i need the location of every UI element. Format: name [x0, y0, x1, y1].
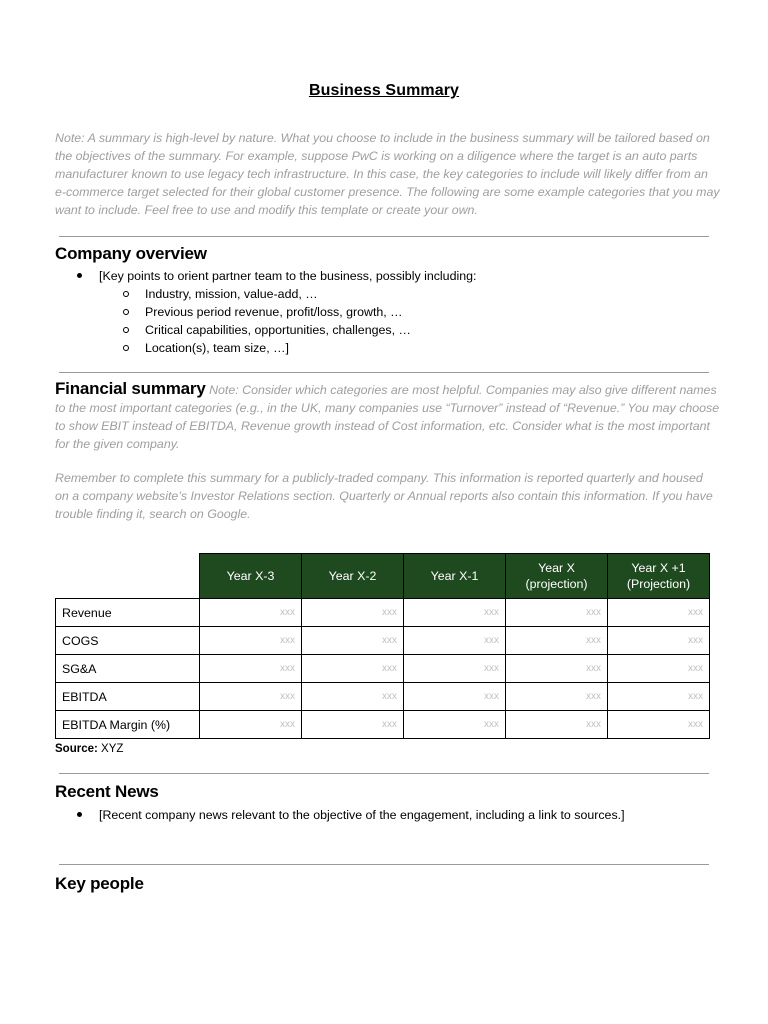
section-divider [59, 864, 709, 865]
company-overview-list [55, 267, 715, 357]
financial-summary-paragraph [55, 380, 720, 453]
intro-note: Note: A summary is high-level by nature. What you choose to include in the business summary will be tailored based on the objectives of the summary. For example, suppose PwC is working on a diligence where the target is an auto parts manufacturer known to use legacy tech infrastructure. In this case, the key categories to include will likely differ from an e-commerce target selected for their global customer presence. The following are some example categories that you may want to include. Feel free to use and modify this template or create your own. [55, 131, 720, 217]
row-label: EBITDA [56, 683, 200, 711]
recent-news-bullet: [Recent company news relevant to the objective of the engagement, including a link to sources.] [99, 808, 625, 822]
section-divider [59, 236, 709, 237]
table-cell: xxx [608, 711, 710, 739]
company-overview-heading: Company overview [55, 244, 207, 263]
row-label: COGS [56, 627, 200, 655]
table-cell: xxx [302, 627, 404, 655]
section-divider [59, 773, 709, 774]
sub-item: Location(s), team size, …] [145, 341, 289, 355]
bullet-icon [77, 812, 82, 817]
table-cell: xxx [200, 655, 302, 683]
list-item [55, 321, 715, 339]
list-item [55, 303, 715, 321]
table-row [56, 711, 710, 739]
company-overview-bullet: [Key points to orient partner team to the business, possibly including: [99, 269, 477, 283]
table-cell: xxx [506, 683, 608, 711]
key-people-heading: Key people [55, 874, 144, 893]
column-header [506, 554, 608, 599]
row-label: SG&A [56, 655, 200, 683]
financial-summary-heading: Financial summary [55, 379, 206, 398]
table-cell: xxx [200, 599, 302, 627]
table-cell: xxx [608, 655, 710, 683]
list-item [55, 339, 715, 357]
column-header-line1: Year X-3 [226, 569, 275, 583]
column-header-line2: (projection) [525, 577, 588, 591]
table-row [56, 655, 710, 683]
table-header-row [56, 554, 710, 599]
table-cell: xxx [608, 683, 710, 711]
table-cell: xxx [200, 627, 302, 655]
circle-bullet-icon [123, 309, 129, 315]
bullet-icon [77, 273, 82, 278]
financial-summary-note2: Remember to complete this summary for a publicly-traded company. This information is reported quarterly and housed on a company website’s Investor Relations section. Quarterly or Annual reports also contain this information. If you have trouble finding it, search on Google. [55, 471, 713, 521]
table-cell: xxx [404, 655, 506, 683]
table-row [56, 683, 710, 711]
table-cell: xxx [302, 599, 404, 627]
list-item [55, 806, 715, 824]
column-header-line1: Year X +1 [631, 561, 686, 575]
table-cell: xxx [506, 599, 608, 627]
financial-summary-note: Note: Consider which categories are most helpful. Companies may also give different names to the most important categories (e.g., in the UK, many companies use “Turnover” instead of “Revenue.” You may choose to show EBIT instead of EBITDA, Revenue growth instead of Cost information, etc. Consider what is the most important for the given company. [55, 383, 720, 451]
table-cell: xxx [404, 683, 506, 711]
table-cell: xxx [506, 711, 608, 739]
table-cell: xxx [302, 655, 404, 683]
page-title: Business Summary [308, 82, 460, 99]
table-cell: xxx [200, 683, 302, 711]
column-header-line2: (Projection) [626, 577, 691, 591]
recent-news-heading: Recent News [55, 782, 159, 801]
sub-item: Industry, mission, value-add, … [145, 287, 318, 301]
table-cell: xxx [200, 711, 302, 739]
circle-bullet-icon [123, 327, 129, 333]
table-row [56, 627, 710, 655]
table-cell: xxx [404, 627, 506, 655]
table-cell: xxx [302, 683, 404, 711]
financial-table [55, 553, 710, 739]
financial-summary-block [55, 380, 720, 523]
table-cell: xxx [608, 627, 710, 655]
recent-news-list [55, 806, 715, 824]
list-item [55, 267, 715, 285]
table-source [55, 743, 123, 755]
table-cell: xxx [404, 711, 506, 739]
column-header-line1: Year X-2 [328, 569, 377, 583]
column-header-line1: Year X-1 [430, 569, 479, 583]
circle-bullet-icon [123, 345, 129, 351]
source-label: Source: [55, 743, 98, 755]
table-cell: xxx [302, 711, 404, 739]
list-item [55, 285, 715, 303]
sub-item: Critical capabilities, opportunities, challenges, … [145, 323, 411, 337]
column-header [200, 554, 302, 599]
row-label: Revenue [56, 599, 200, 627]
column-header [404, 554, 506, 599]
sub-item: Previous period revenue, profit/loss, growth, … [145, 305, 403, 319]
column-header [608, 554, 710, 599]
table-corner [56, 554, 200, 599]
table-cell: xxx [506, 655, 608, 683]
table-row [56, 599, 710, 627]
table-cell: xxx [506, 627, 608, 655]
section-divider [59, 372, 709, 373]
table-cell: xxx [404, 599, 506, 627]
row-label: EBITDA Margin (%) [56, 711, 200, 739]
column-header-line1: Year X [538, 561, 575, 575]
column-header [302, 554, 404, 599]
table-cell: xxx [608, 599, 710, 627]
source-value: XYZ [101, 743, 124, 755]
circle-bullet-icon [123, 291, 129, 297]
